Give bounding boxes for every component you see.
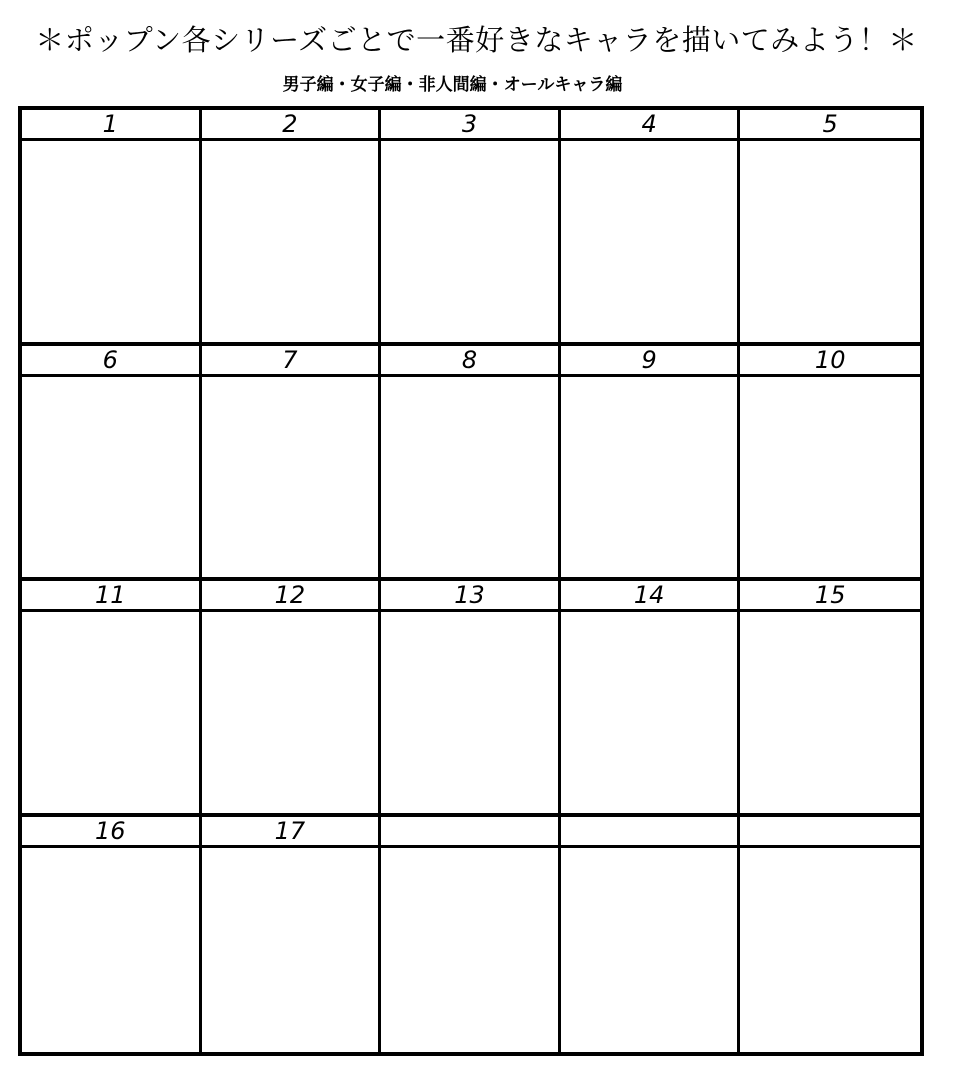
cell-number: 7 <box>202 346 379 377</box>
drawing-area <box>561 377 738 578</box>
grid-cell-2 <box>202 110 382 346</box>
grid-cell-8 <box>381 346 561 582</box>
grid-cell-1 <box>22 110 202 346</box>
grid-cell-3 <box>381 110 561 346</box>
drawing-area <box>22 377 199 578</box>
grid-cell-9 <box>561 346 741 582</box>
drawing-area <box>381 612 558 813</box>
drawing-area <box>381 141 558 342</box>
cell-number: 15 <box>740 581 920 612</box>
grid-cell-16 <box>22 817 202 1053</box>
drawing-area <box>22 848 199 1053</box>
grid-cell-18 <box>381 817 561 1053</box>
drawing-grid <box>18 106 924 1056</box>
cell-number: 1 <box>22 110 199 141</box>
cell-number: 12 <box>202 581 379 612</box>
grid-cell-20 <box>740 817 920 1053</box>
grid-cell-10 <box>740 346 920 582</box>
cell-number: 5 <box>740 110 920 141</box>
drawing-area <box>202 377 379 578</box>
cell-number: 10 <box>740 346 920 377</box>
cell-number: 14 <box>561 581 738 612</box>
drawing-area <box>22 612 199 813</box>
grid-cell-19 <box>561 817 741 1053</box>
cell-number: 9 <box>561 346 738 377</box>
grid-cell-13 <box>381 581 561 817</box>
drawing-area <box>381 848 558 1053</box>
grid-cell-14 <box>561 581 741 817</box>
grid-cell-5 <box>740 110 920 346</box>
drawing-area <box>561 848 738 1053</box>
drawing-area <box>22 141 199 342</box>
drawing-area <box>740 612 920 813</box>
grid-cell-6 <box>22 346 202 582</box>
grid-cell-17 <box>202 817 382 1053</box>
cell-number: 16 <box>22 817 199 848</box>
drawing-area <box>740 141 920 342</box>
drawing-area <box>740 848 920 1053</box>
drawing-area <box>561 141 738 342</box>
cell-number <box>561 817 738 848</box>
cell-number: 6 <box>22 346 199 377</box>
cell-number: 13 <box>381 581 558 612</box>
drawing-area <box>740 377 920 578</box>
cell-number: 2 <box>202 110 379 141</box>
cell-number: 3 <box>381 110 558 141</box>
page-subtitle: 男子編・女子編・非人間編・オールキャラ編 <box>282 75 623 95</box>
cell-number: 4 <box>561 110 738 141</box>
grid-cell-11 <box>22 581 202 817</box>
cell-number <box>740 817 920 848</box>
cell-number: 17 <box>202 817 379 848</box>
grid-cell-15 <box>740 581 920 817</box>
grid-cell-4 <box>561 110 741 346</box>
drawing-area <box>561 612 738 813</box>
grid-cell-7 <box>202 346 382 582</box>
drawing-area <box>202 848 379 1053</box>
page-title: ＊ポップン各シリーズごとで一番好きなキャラを描いてみよう！＊ <box>35 23 918 57</box>
drawing-area <box>381 377 558 578</box>
grid-cell-12 <box>202 581 382 817</box>
cell-number <box>381 817 558 848</box>
drawing-area <box>202 612 379 813</box>
drawing-area <box>202 141 379 342</box>
cell-number: 11 <box>22 581 199 612</box>
cell-number: 8 <box>381 346 558 377</box>
